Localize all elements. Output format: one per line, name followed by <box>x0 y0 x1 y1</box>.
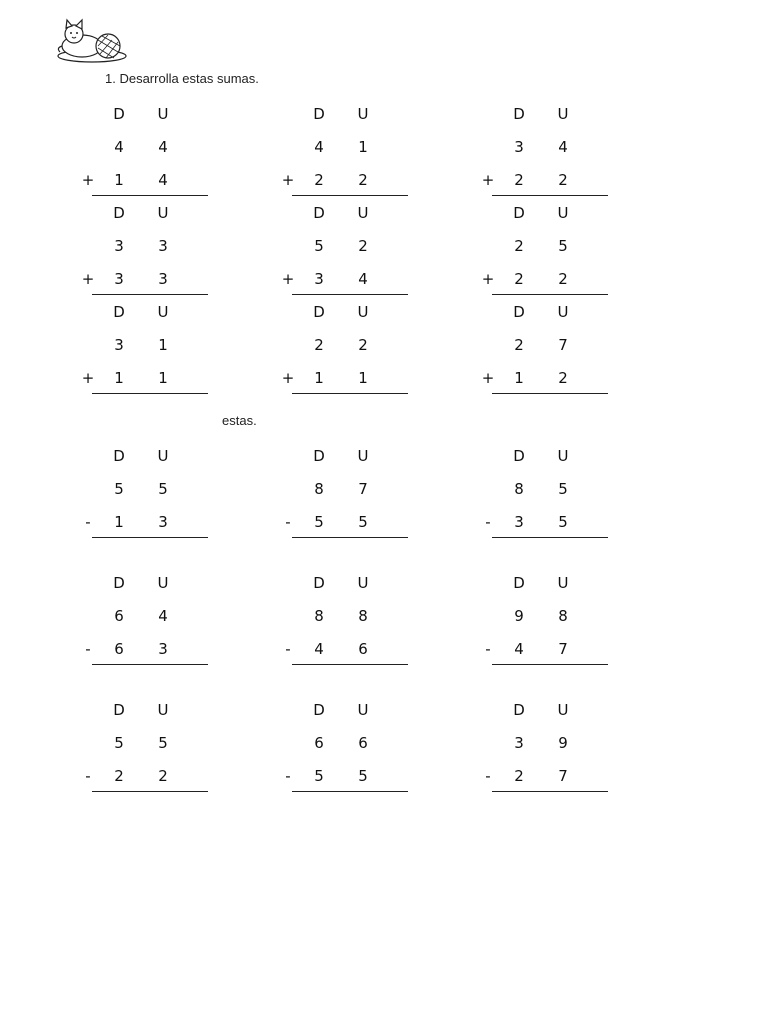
top-units-digit: 2 <box>358 237 368 255</box>
top-tens-digit: 9 <box>514 607 524 625</box>
top-tens-digit: 6 <box>314 734 324 752</box>
header-units: U <box>357 303 369 321</box>
operator-sign: - <box>285 513 291 531</box>
header-units: U <box>357 204 369 222</box>
bottom-units-digit: 2 <box>558 369 568 387</box>
answer-line <box>92 393 208 394</box>
sum-problem <box>282 205 422 305</box>
header-units: U <box>157 105 169 123</box>
subtraction-problem <box>82 702 222 802</box>
subtraction-problem <box>482 575 622 675</box>
header-tens: D <box>513 204 525 222</box>
header-tens: D <box>313 447 325 465</box>
header-tens: D <box>513 105 525 123</box>
bottom-units-digit: 1 <box>158 369 168 387</box>
answer-line <box>92 195 208 196</box>
operator-sign: - <box>85 767 91 785</box>
subtraction-problem <box>282 575 422 675</box>
header-units: U <box>557 204 569 222</box>
top-units-digit: 3 <box>158 237 168 255</box>
bottom-tens-digit: 2 <box>514 270 524 288</box>
bottom-tens-digit: 2 <box>114 767 124 785</box>
top-tens-digit: 5 <box>114 480 124 498</box>
answer-line <box>492 664 608 665</box>
top-tens-digit: 3 <box>514 138 524 156</box>
bottom-tens-digit: 1 <box>514 369 524 387</box>
header-units: U <box>157 574 169 592</box>
operator-sign: + <box>81 171 95 189</box>
header-units: U <box>557 303 569 321</box>
top-tens-digit: 8 <box>314 607 324 625</box>
bottom-units-digit: 2 <box>358 171 368 189</box>
header-units: U <box>157 303 169 321</box>
sum-problem <box>482 205 622 305</box>
top-units-digit: 4 <box>158 138 168 156</box>
bottom-units-digit: 5 <box>358 767 368 785</box>
header-tens: D <box>513 447 525 465</box>
answer-line <box>292 791 408 792</box>
answer-line <box>92 791 208 792</box>
operator-sign: + <box>281 171 295 189</box>
top-units-digit: 7 <box>358 480 368 498</box>
header-tens: D <box>513 701 525 719</box>
operator-sign: + <box>481 270 495 288</box>
sum-problem <box>82 304 222 404</box>
header-units: U <box>557 701 569 719</box>
top-tens-digit: 5 <box>314 237 324 255</box>
header-tens: D <box>513 574 525 592</box>
operator-sign: - <box>285 767 291 785</box>
bottom-tens-digit: 3 <box>514 513 524 531</box>
sum-problem <box>282 304 422 404</box>
header-tens: D <box>113 447 125 465</box>
answer-line <box>292 537 408 538</box>
header-tens: D <box>313 303 325 321</box>
subtraction-problem <box>482 448 622 548</box>
operator-sign: + <box>481 369 495 387</box>
header-tens: D <box>313 204 325 222</box>
answer-line <box>492 294 608 295</box>
top-tens-digit: 3 <box>114 336 124 354</box>
top-units-digit: 4 <box>158 607 168 625</box>
header-tens: D <box>313 701 325 719</box>
bottom-units-digit: 2 <box>158 767 168 785</box>
sum-problem <box>82 106 222 206</box>
top-units-digit: 6 <box>358 734 368 752</box>
operator-sign: - <box>485 513 491 531</box>
top-tens-digit: 4 <box>114 138 124 156</box>
bottom-units-digit: 1 <box>358 369 368 387</box>
operator-sign: - <box>85 640 91 658</box>
answer-line <box>92 664 208 665</box>
top-units-digit: 5 <box>158 734 168 752</box>
answer-line <box>92 537 208 538</box>
top-tens-digit: 5 <box>114 734 124 752</box>
answer-line <box>92 294 208 295</box>
bottom-tens-digit: 2 <box>514 171 524 189</box>
sum-problem <box>82 205 222 305</box>
top-units-digit: 5 <box>558 237 568 255</box>
header-tens: D <box>513 303 525 321</box>
top-units-digit: 5 <box>558 480 568 498</box>
header-units: U <box>357 447 369 465</box>
operator-sign: - <box>285 640 291 658</box>
cat-illustration-icon <box>52 18 128 64</box>
top-tens-digit: 8 <box>514 480 524 498</box>
header-units: U <box>157 701 169 719</box>
answer-line <box>492 537 608 538</box>
operator-sign: + <box>281 270 295 288</box>
header-units: U <box>557 447 569 465</box>
header-tens: D <box>313 574 325 592</box>
bottom-units-digit: 7 <box>558 767 568 785</box>
header-tens: D <box>113 303 125 321</box>
operator-sign: - <box>485 767 491 785</box>
bottom-tens-digit: 1 <box>114 369 124 387</box>
top-tens-digit: 3 <box>514 734 524 752</box>
answer-line <box>292 664 408 665</box>
bottom-units-digit: 4 <box>358 270 368 288</box>
top-tens-digit: 2 <box>514 336 524 354</box>
top-tens-digit: 8 <box>314 480 324 498</box>
operator-sign: - <box>85 513 91 531</box>
top-units-digit: 8 <box>358 607 368 625</box>
top-units-digit: 9 <box>558 734 568 752</box>
bottom-tens-digit: 1 <box>114 513 124 531</box>
top-units-digit: 8 <box>558 607 568 625</box>
bottom-units-digit: 3 <box>158 513 168 531</box>
bottom-units-digit: 5 <box>558 513 568 531</box>
header-tens: D <box>113 204 125 222</box>
subtraction-problem <box>82 575 222 675</box>
top-units-digit: 5 <box>158 480 168 498</box>
subtraction-problem <box>282 702 422 802</box>
top-units-digit: 2 <box>358 336 368 354</box>
operator-sign: + <box>81 270 95 288</box>
bottom-units-digit: 3 <box>158 640 168 658</box>
header-tens: D <box>113 105 125 123</box>
bottom-units-digit: 2 <box>558 171 568 189</box>
answer-line <box>492 791 608 792</box>
bottom-units-digit: 3 <box>158 270 168 288</box>
answer-line <box>292 294 408 295</box>
top-tens-digit: 2 <box>514 237 524 255</box>
bottom-tens-digit: 2 <box>514 767 524 785</box>
bottom-tens-digit: 4 <box>314 640 324 658</box>
operator-sign: + <box>481 171 495 189</box>
bottom-units-digit: 5 <box>358 513 368 531</box>
answer-line <box>292 393 408 394</box>
header-units: U <box>157 204 169 222</box>
answer-line <box>292 195 408 196</box>
header-tens: D <box>113 574 125 592</box>
answer-line <box>492 393 608 394</box>
bottom-tens-digit: 1 <box>114 171 124 189</box>
top-units-digit: 1 <box>358 138 368 156</box>
header-tens: D <box>313 105 325 123</box>
sums-instruction: 1. Desarrolla estas sumas. <box>105 71 259 86</box>
header-units: U <box>157 447 169 465</box>
header-units: U <box>357 701 369 719</box>
bottom-units-digit: 7 <box>558 640 568 658</box>
subtractions-instruction: estas. <box>222 413 257 428</box>
bottom-tens-digit: 3 <box>114 270 124 288</box>
bottom-tens-digit: 1 <box>314 369 324 387</box>
bottom-tens-digit: 4 <box>514 640 524 658</box>
header-units: U <box>557 105 569 123</box>
bottom-tens-digit: 5 <box>314 513 324 531</box>
sum-problem <box>482 106 622 206</box>
bottom-tens-digit: 3 <box>314 270 324 288</box>
top-units-digit: 4 <box>558 138 568 156</box>
bottom-tens-digit: 5 <box>314 767 324 785</box>
top-tens-digit: 3 <box>114 237 124 255</box>
operator-sign: + <box>281 369 295 387</box>
top-tens-digit: 2 <box>314 336 324 354</box>
top-units-digit: 1 <box>158 336 168 354</box>
sum-problem <box>482 304 622 404</box>
operator-sign: + <box>81 369 95 387</box>
header-units: U <box>557 574 569 592</box>
bottom-tens-digit: 6 <box>114 640 124 658</box>
bottom-units-digit: 2 <box>558 270 568 288</box>
bottom-units-digit: 4 <box>158 171 168 189</box>
top-units-digit: 7 <box>558 336 568 354</box>
bottom-tens-digit: 2 <box>314 171 324 189</box>
header-tens: D <box>113 701 125 719</box>
subtraction-problem <box>482 702 622 802</box>
header-units: U <box>357 105 369 123</box>
answer-line <box>492 195 608 196</box>
bottom-units-digit: 6 <box>358 640 368 658</box>
top-tens-digit: 4 <box>314 138 324 156</box>
operator-sign: - <box>485 640 491 658</box>
subtraction-problem <box>282 448 422 548</box>
header-units: U <box>357 574 369 592</box>
top-tens-digit: 6 <box>114 607 124 625</box>
sum-problem <box>282 106 422 206</box>
subtraction-problem <box>82 448 222 548</box>
